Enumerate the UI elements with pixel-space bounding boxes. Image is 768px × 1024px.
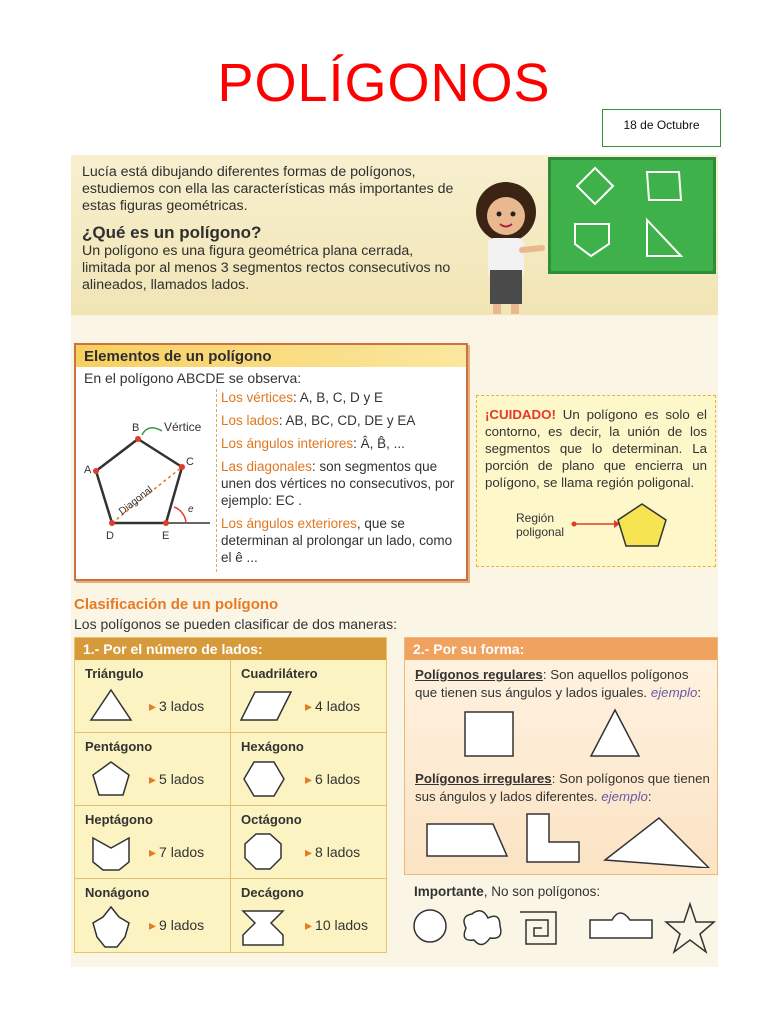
clasificacion-subtitle: Los polígonos se pueden clasificar de dos maneras: (74, 616, 397, 632)
point-c-label: C (186, 456, 194, 468)
cell-heptagono: Heptágono ▸ 7 lados (75, 806, 231, 879)
cuidado-heading: ¡CUIDADO! (485, 407, 556, 422)
spiral-shape (520, 912, 556, 944)
date-box: 18 de Octubre (602, 109, 721, 147)
element-item-lados: Los lados: AB, BC, CD, DE y EA (221, 413, 416, 428)
elementos-box (74, 343, 468, 581)
cell-pentagono: Pentágono ▸ 5 lados (75, 733, 231, 806)
vertice-label: Vértice (164, 420, 202, 434)
element-item-diagonales: Las diagonales: son segmentos que unen dos vértices no consecutivos, por ejemplo: EC . (221, 459, 455, 508)
board-triangle-shape (647, 220, 681, 256)
clasificacion-heading: Clasificación de un polígono (74, 596, 279, 613)
circle-shape (414, 910, 446, 942)
cell-nonagono: Nonágono ▸ 9 lados (75, 879, 231, 952)
irregulares-text: Polígonos irregulares: Son polígonos que tienen sus ángulos y lados diferentes. ejemplo: (415, 771, 710, 804)
por-lados-bar: 1.- Por el número de lados: (75, 638, 386, 660)
cuidado-text: Un polígono es solo el contorno, es decir, la unión de los segmentos que lo determinan. La porción de plano que encierra un polígono, se llama región poligonal. (485, 407, 707, 490)
cell-octagono: Octágono ▸ 8 lados (231, 806, 387, 879)
pentagon-diagram (82, 409, 216, 549)
cell-triangulo: Triángulo ▸ 3 lados (75, 660, 231, 733)
chalkboard (548, 157, 716, 274)
point-d-label: E (162, 530, 170, 542)
board-pentagon-shape (575, 224, 609, 256)
por-forma-bar: 2.- Por su forma: (405, 638, 717, 660)
region-label-2: poligonal (516, 525, 565, 539)
cell-decagono: Decágono ▸ 10 lados (231, 879, 387, 952)
cell-hexagono: Hexágono ▸ 6 lados (231, 733, 387, 806)
board-rhombus-shape (577, 168, 613, 204)
regulares-text: Polígonos regulares: Son aquellos polígonos que tienen sus ángulos y lados iguales. ejemplo: (415, 667, 702, 700)
arch-shape (590, 913, 652, 938)
point-b-label: B (132, 422, 140, 434)
elementos-subtitle: En el polígono ABCDE se observa: (84, 370, 302, 386)
por-forma-table (404, 637, 718, 875)
blob-shape (464, 911, 501, 945)
intro-heading: ¿Qué es un polígono? (82, 223, 262, 242)
yellow-pentagon-shape (618, 504, 666, 546)
por-lados-table (74, 637, 387, 953)
board-rectangle-shape (647, 172, 681, 200)
intro-paragraph: Lucía está dibujando diferentes formas de polígonos, estudiemos con ella las características más importantes de estas figuras geométricas. (82, 164, 454, 214)
elementos-heading: Elementos de un polígono (76, 345, 466, 367)
girl-illustration (462, 178, 548, 314)
point-e-label: D (106, 530, 114, 542)
element-item-angulos-interiores: Los ángulos interiores: Â, B̂, ... (221, 436, 405, 451)
region-label-1: Región (516, 511, 555, 525)
star-shape (666, 904, 714, 952)
page-title: POLÍGONOS (217, 53, 551, 113)
irregulares-shapes (423, 812, 713, 868)
element-item-vertices: Los vértices: A, B, C, D y E (221, 390, 384, 405)
regulares-shapes (459, 708, 659, 762)
intro-text (82, 164, 462, 302)
cell-cuadrilatero: Cuadrilátero ▸ 4 lados (231, 660, 387, 733)
element-item-angulos-exteriores: Los ángulos exteriores, que se determinan al prolongar un lado, como el ê ... (221, 516, 453, 565)
no-poligonos-shapes (408, 900, 718, 956)
diagonal-label: Diagonal (117, 484, 155, 518)
angle-e-label: e (188, 504, 194, 515)
intro-definition: Un polígono es una figura geométrica plana cerrada, limitada por al menos 3 segmentos rectos consecutivos no alineados, llamados lados. (82, 243, 451, 293)
importante-text: Importante, No son polígonos: (414, 884, 601, 899)
region-poligonal-diagram (516, 500, 676, 556)
point-a-label: A (84, 464, 92, 476)
elementos-list (216, 389, 466, 572)
